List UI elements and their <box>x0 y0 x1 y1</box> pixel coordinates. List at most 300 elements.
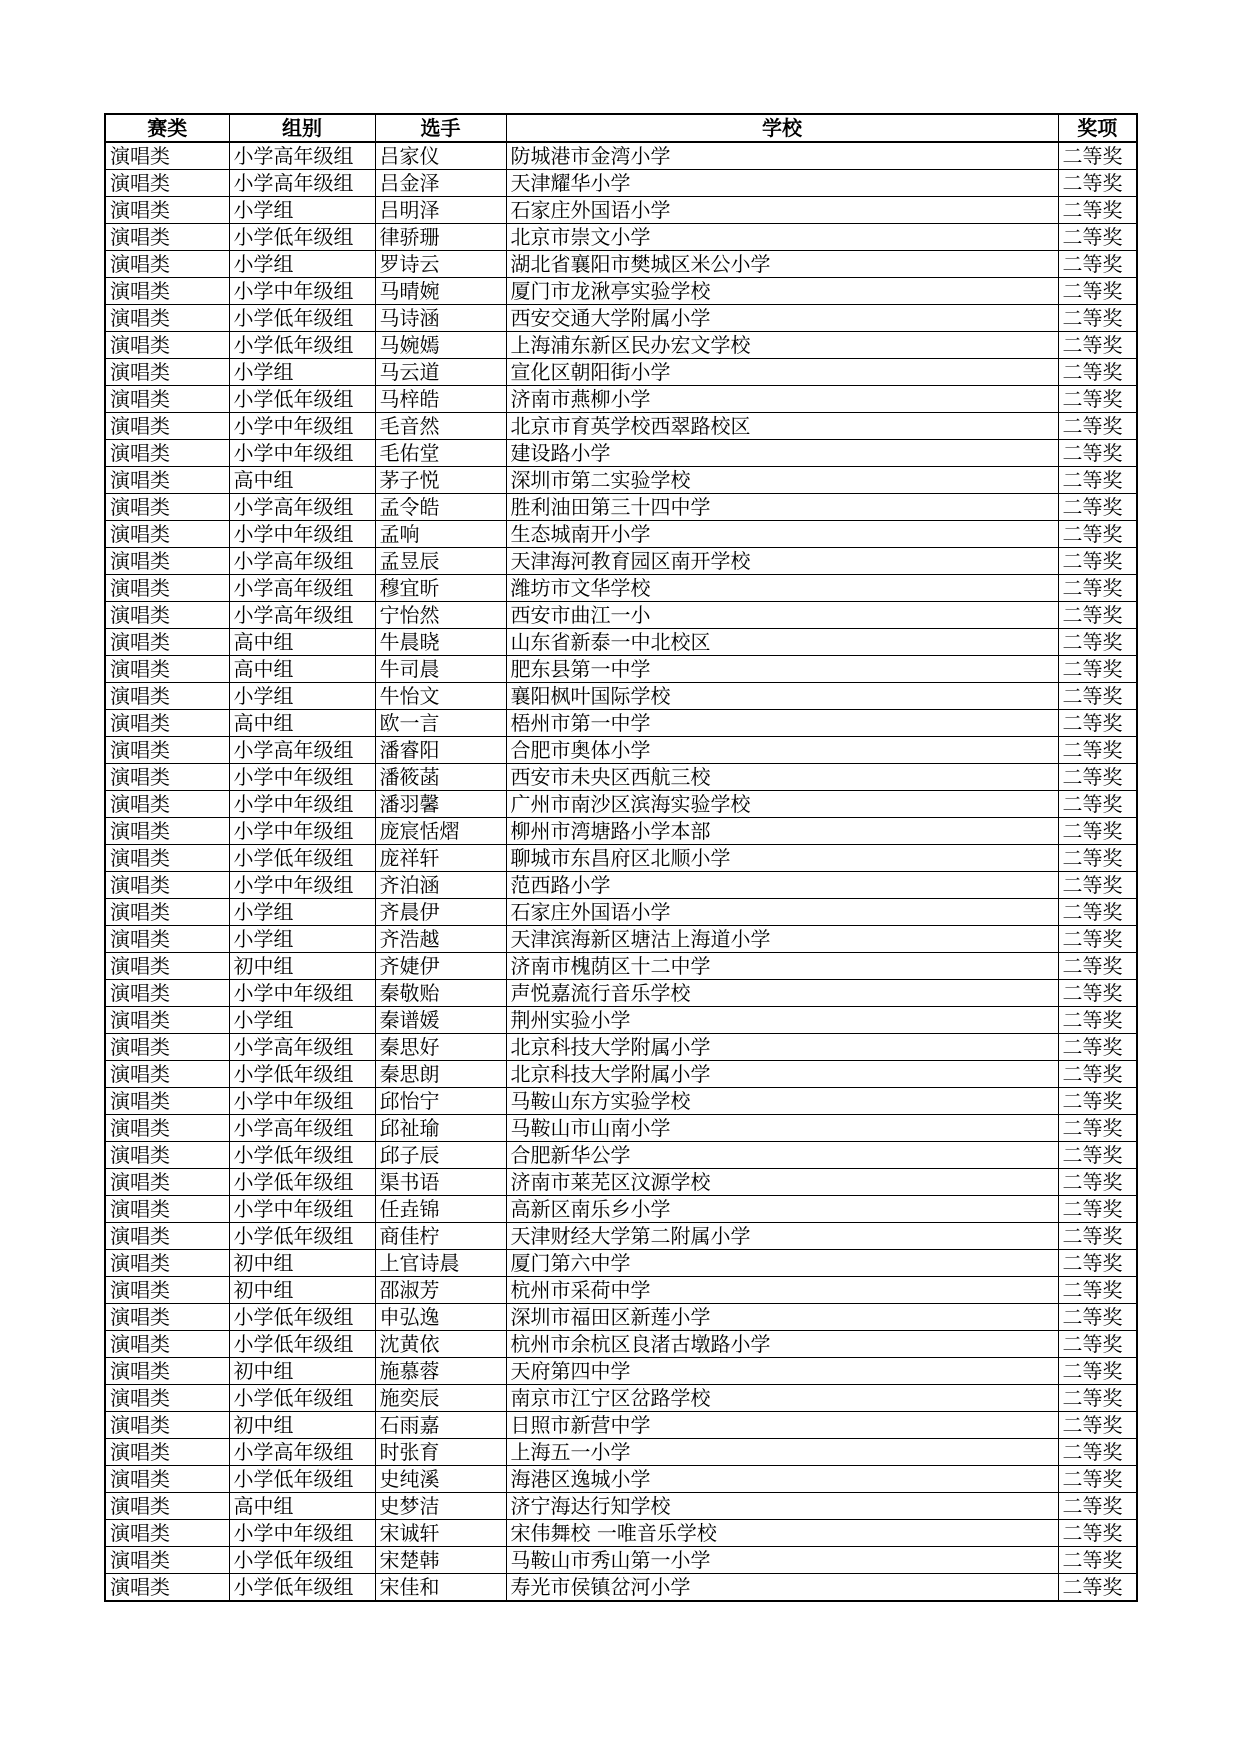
cell-category: 演唱类 <box>105 467 229 494</box>
cell-category: 演唱类 <box>105 1385 229 1412</box>
cell-group: 初中组 <box>229 1412 375 1439</box>
cell-school: 潍坊市文华学校 <box>506 575 1058 602</box>
cell-award: 二等奖 <box>1058 332 1137 359</box>
cell-contestant: 邱怡宁 <box>375 1088 506 1115</box>
cell-category: 演唱类 <box>105 1439 229 1466</box>
table-row <box>105 521 1137 548</box>
cell-award: 二等奖 <box>1058 1169 1137 1196</box>
cell-school: 济南市燕柳小学 <box>506 386 1058 413</box>
cell-category: 演唱类 <box>105 737 229 764</box>
cell-award: 二等奖 <box>1058 1466 1137 1493</box>
cell-school: 北京科技大学附属小学 <box>506 1061 1058 1088</box>
cell-contestant: 庞宸恬熠 <box>375 818 506 845</box>
table-row <box>105 1412 1137 1439</box>
cell-award: 二等奖 <box>1058 764 1137 791</box>
cell-award: 二等奖 <box>1058 1088 1137 1115</box>
cell-group: 小学高年级组 <box>229 1439 375 1466</box>
table-row <box>105 926 1137 953</box>
cell-category: 演唱类 <box>105 1412 229 1439</box>
cell-award: 二等奖 <box>1058 1196 1137 1223</box>
cell-category: 演唱类 <box>105 1493 229 1520</box>
table-row <box>105 359 1137 386</box>
cell-school: 寿光市侯镇岔河小学 <box>506 1574 1058 1602</box>
cell-group: 小学中年级组 <box>229 1088 375 1115</box>
cell-category: 演唱类 <box>105 872 229 899</box>
cell-group: 小学低年级组 <box>229 1061 375 1088</box>
cell-award: 二等奖 <box>1058 575 1137 602</box>
cell-school: 建设路小学 <box>506 440 1058 467</box>
cell-school: 马鞍山东方实验学校 <box>506 1088 1058 1115</box>
cell-school: 天津财经大学第二附属小学 <box>506 1223 1058 1250</box>
table-row <box>105 575 1137 602</box>
cell-category: 演唱类 <box>105 1007 229 1034</box>
cell-contestant: 潘睿阳 <box>375 737 506 764</box>
cell-group: 小学低年级组 <box>229 1547 375 1574</box>
cell-category: 演唱类 <box>105 1034 229 1061</box>
cell-award: 二等奖 <box>1058 1061 1137 1088</box>
cell-category: 演唱类 <box>105 1358 229 1385</box>
cell-group: 小学组 <box>229 899 375 926</box>
cell-group: 初中组 <box>229 953 375 980</box>
cell-contestant: 律骄珊 <box>375 224 506 251</box>
cell-contestant: 秦敬贻 <box>375 980 506 1007</box>
cell-school: 生态城南开小学 <box>506 521 1058 548</box>
cell-school: 天津耀华小学 <box>506 170 1058 197</box>
cell-school: 广州市南沙区滨海实验学校 <box>506 791 1058 818</box>
cell-award: 二等奖 <box>1058 170 1137 197</box>
cell-contestant: 邱祉瑜 <box>375 1115 506 1142</box>
cell-group: 小学低年级组 <box>229 1304 375 1331</box>
cell-group: 小学组 <box>229 683 375 710</box>
cell-contestant: 潘筱菡 <box>375 764 506 791</box>
cell-contestant: 孟昱辰 <box>375 548 506 575</box>
header-category: 赛类 <box>105 114 229 142</box>
cell-category: 演唱类 <box>105 386 229 413</box>
table-row <box>105 1277 1137 1304</box>
cell-group: 初中组 <box>229 1358 375 1385</box>
cell-contestant: 施慕蓉 <box>375 1358 506 1385</box>
cell-category: 演唱类 <box>105 656 229 683</box>
table-row <box>105 548 1137 575</box>
cell-contestant: 齐婕伊 <box>375 953 506 980</box>
table-row <box>105 1169 1137 1196</box>
cell-group: 小学高年级组 <box>229 170 375 197</box>
cell-contestant: 申弘逸 <box>375 1304 506 1331</box>
cell-group: 小学高年级组 <box>229 494 375 521</box>
table-row <box>105 818 1137 845</box>
cell-school: 高新区南乐乡小学 <box>506 1196 1058 1223</box>
cell-contestant: 时张育 <box>375 1439 506 1466</box>
cell-category: 演唱类 <box>105 548 229 575</box>
cell-contestant: 宁怡然 <box>375 602 506 629</box>
cell-award: 二等奖 <box>1058 1277 1137 1304</box>
cell-school: 厦门市龙湫亭实验学校 <box>506 278 1058 305</box>
cell-category: 演唱类 <box>105 1574 229 1602</box>
cell-contestant: 牛怡文 <box>375 683 506 710</box>
cell-contestant: 马梓皓 <box>375 386 506 413</box>
cell-contestant: 茅子悦 <box>375 467 506 494</box>
cell-contestant: 牛司晨 <box>375 656 506 683</box>
cell-award: 二等奖 <box>1058 602 1137 629</box>
cell-school: 上海浦东新区民办宏文学校 <box>506 332 1058 359</box>
cell-category: 演唱类 <box>105 926 229 953</box>
cell-group: 小学低年级组 <box>229 386 375 413</box>
cell-school: 西安市曲江一小 <box>506 602 1058 629</box>
cell-group: 小学低年级组 <box>229 1223 375 1250</box>
table-row <box>105 1250 1137 1277</box>
cell-award: 二等奖 <box>1058 629 1137 656</box>
table-row <box>105 764 1137 791</box>
cell-award: 二等奖 <box>1058 1223 1137 1250</box>
cell-category: 演唱类 <box>105 1169 229 1196</box>
cell-contestant: 齐泊涵 <box>375 872 506 899</box>
cell-award: 二等奖 <box>1058 1250 1137 1277</box>
cell-category: 演唱类 <box>105 818 229 845</box>
cell-category: 演唱类 <box>105 197 229 224</box>
cell-contestant: 吕家仪 <box>375 142 506 170</box>
table-row <box>105 1439 1137 1466</box>
cell-category: 演唱类 <box>105 764 229 791</box>
cell-school: 胜利油田第三十四中学 <box>506 494 1058 521</box>
table-row <box>105 710 1137 737</box>
cell-school: 日照市新营中学 <box>506 1412 1058 1439</box>
cell-group: 小学低年级组 <box>229 1142 375 1169</box>
cell-school: 北京市崇文小学 <box>506 224 1058 251</box>
cell-group: 小学高年级组 <box>229 575 375 602</box>
cell-group: 高中组 <box>229 1493 375 1520</box>
cell-category: 演唱类 <box>105 142 229 170</box>
table-row <box>105 1304 1137 1331</box>
table-row <box>105 1061 1137 1088</box>
cell-group: 小学高年级组 <box>229 1034 375 1061</box>
cell-school: 深圳市福田区新莲小学 <box>506 1304 1058 1331</box>
cell-group: 小学组 <box>229 1007 375 1034</box>
cell-category: 演唱类 <box>105 980 229 1007</box>
cell-school: 济南市莱芜区汶源学校 <box>506 1169 1058 1196</box>
cell-group: 小学低年级组 <box>229 1169 375 1196</box>
cell-category: 演唱类 <box>105 845 229 872</box>
cell-contestant: 宋佳和 <box>375 1574 506 1602</box>
table-row <box>105 791 1137 818</box>
table-row <box>105 656 1137 683</box>
cell-category: 演唱类 <box>105 575 229 602</box>
cell-group: 小学高年级组 <box>229 602 375 629</box>
cell-award: 二等奖 <box>1058 1304 1137 1331</box>
cell-award: 二等奖 <box>1058 548 1137 575</box>
table-row <box>105 1223 1137 1250</box>
cell-contestant: 牛晨晓 <box>375 629 506 656</box>
cell-category: 演唱类 <box>105 278 229 305</box>
cell-contestant: 上官诗晨 <box>375 1250 506 1277</box>
cell-group: 小学组 <box>229 926 375 953</box>
table-row <box>105 494 1137 521</box>
cell-group: 小学中年级组 <box>229 791 375 818</box>
cell-school: 北京市育英学校西翠路校区 <box>506 413 1058 440</box>
cell-group: 小学低年级组 <box>229 1331 375 1358</box>
cell-contestant: 沈黄依 <box>375 1331 506 1358</box>
cell-award: 二等奖 <box>1058 197 1137 224</box>
cell-contestant: 穆宜昕 <box>375 575 506 602</box>
cell-category: 演唱类 <box>105 170 229 197</box>
cell-school: 声悦嘉流行音乐学校 <box>506 980 1058 1007</box>
cell-award: 二等奖 <box>1058 251 1137 278</box>
cell-group: 小学中年级组 <box>229 440 375 467</box>
cell-contestant: 齐晨伊 <box>375 899 506 926</box>
cell-category: 演唱类 <box>105 1250 229 1277</box>
cell-school: 上海五一小学 <box>506 1439 1058 1466</box>
table-row <box>105 845 1137 872</box>
cell-category: 演唱类 <box>105 224 229 251</box>
cell-school: 宋伟舞校 一唯音乐学校 <box>506 1520 1058 1547</box>
cell-category: 演唱类 <box>105 791 229 818</box>
table-row <box>105 1115 1137 1142</box>
cell-category: 演唱类 <box>105 359 229 386</box>
cell-contestant: 庞祥轩 <box>375 845 506 872</box>
cell-award: 二等奖 <box>1058 845 1137 872</box>
cell-contestant: 秦思朗 <box>375 1061 506 1088</box>
cell-school: 防城港市金湾小学 <box>506 142 1058 170</box>
cell-school: 天津滨海新区塘沽上海道小学 <box>506 926 1058 953</box>
cell-school: 石家庄外国语小学 <box>506 899 1058 926</box>
cell-school: 马鞍山市山南小学 <box>506 1115 1058 1142</box>
header-contestant: 选手 <box>375 114 506 142</box>
cell-award: 二等奖 <box>1058 1034 1137 1061</box>
cell-award: 二等奖 <box>1058 467 1137 494</box>
table-row <box>105 224 1137 251</box>
cell-school: 天津海河教育园区南开学校 <box>506 548 1058 575</box>
table-row <box>105 197 1137 224</box>
table-row <box>105 440 1137 467</box>
table-row <box>105 1466 1137 1493</box>
table-row <box>105 251 1137 278</box>
table-row <box>105 1331 1137 1358</box>
cell-category: 演唱类 <box>105 1088 229 1115</box>
cell-school: 肥东县第一中学 <box>506 656 1058 683</box>
cell-group: 小学低年级组 <box>229 305 375 332</box>
cell-award: 二等奖 <box>1058 656 1137 683</box>
table-row <box>105 1088 1137 1115</box>
cell-group: 小学中年级组 <box>229 1196 375 1223</box>
cell-award: 二等奖 <box>1058 142 1137 170</box>
cell-contestant: 宋诚轩 <box>375 1520 506 1547</box>
cell-category: 演唱类 <box>105 710 229 737</box>
cell-award: 二等奖 <box>1058 1493 1137 1520</box>
cell-award: 二等奖 <box>1058 1142 1137 1169</box>
cell-award: 二等奖 <box>1058 926 1137 953</box>
cell-category: 演唱类 <box>105 251 229 278</box>
cell-award: 二等奖 <box>1058 1358 1137 1385</box>
cell-group: 小学中年级组 <box>229 521 375 548</box>
cell-category: 演唱类 <box>105 1196 229 1223</box>
cell-contestant: 齐浩越 <box>375 926 506 953</box>
cell-category: 演唱类 <box>105 1061 229 1088</box>
cell-school: 襄阳枫叶国际学校 <box>506 683 1058 710</box>
cell-group: 小学高年级组 <box>229 737 375 764</box>
cell-award: 二等奖 <box>1058 872 1137 899</box>
cell-group: 小学中年级组 <box>229 413 375 440</box>
cell-award: 二等奖 <box>1058 413 1137 440</box>
cell-group: 小学组 <box>229 197 375 224</box>
cell-group: 小学低年级组 <box>229 1466 375 1493</box>
table-row <box>105 737 1137 764</box>
cell-group: 小学中年级组 <box>229 764 375 791</box>
cell-group: 小学中年级组 <box>229 980 375 1007</box>
cell-group: 小学高年级组 <box>229 142 375 170</box>
cell-award: 二等奖 <box>1058 494 1137 521</box>
cell-school: 杭州市采荷中学 <box>506 1277 1058 1304</box>
cell-award: 二等奖 <box>1058 386 1137 413</box>
cell-contestant: 吕明泽 <box>375 197 506 224</box>
cell-contestant: 史纯溪 <box>375 1466 506 1493</box>
cell-school: 厦门第六中学 <box>506 1250 1058 1277</box>
cell-award: 二等奖 <box>1058 1439 1137 1466</box>
cell-category: 演唱类 <box>105 305 229 332</box>
cell-group: 高中组 <box>229 467 375 494</box>
cell-category: 演唱类 <box>105 629 229 656</box>
cell-school: 济宁海达行知学校 <box>506 1493 1058 1520</box>
table-row <box>105 386 1137 413</box>
cell-category: 演唱类 <box>105 1304 229 1331</box>
cell-contestant: 史梦洁 <box>375 1493 506 1520</box>
cell-school: 南京市江宁区岔路学校 <box>506 1385 1058 1412</box>
cell-contestant: 毛佑堂 <box>375 440 506 467</box>
cell-school: 合肥市奥体小学 <box>506 737 1058 764</box>
cell-school: 梧州市第一中学 <box>506 710 1058 737</box>
cell-contestant: 孟响 <box>375 521 506 548</box>
cell-school: 济南市槐荫区十二中学 <box>506 953 1058 980</box>
cell-contestant: 孟令皓 <box>375 494 506 521</box>
cell-contestant: 欧一言 <box>375 710 506 737</box>
cell-group: 小学低年级组 <box>229 845 375 872</box>
cell-category: 演唱类 <box>105 413 229 440</box>
cell-school: 天府第四中学 <box>506 1358 1058 1385</box>
table-row <box>105 413 1137 440</box>
cell-school: 西安交通大学附属小学 <box>506 305 1058 332</box>
cell-category: 演唱类 <box>105 1142 229 1169</box>
cell-category: 演唱类 <box>105 1115 229 1142</box>
cell-award: 二等奖 <box>1058 305 1137 332</box>
cell-award: 二等奖 <box>1058 1547 1137 1574</box>
cell-contestant: 邵淑芳 <box>375 1277 506 1304</box>
cell-school: 北京科技大学附属小学 <box>506 1034 1058 1061</box>
cell-award: 二等奖 <box>1058 791 1137 818</box>
cell-category: 演唱类 <box>105 1520 229 1547</box>
cell-group: 小学中年级组 <box>229 1520 375 1547</box>
cell-group: 高中组 <box>229 656 375 683</box>
table-row <box>105 1574 1137 1602</box>
cell-contestant: 渠书语 <box>375 1169 506 1196</box>
cell-contestant: 邱子辰 <box>375 1142 506 1169</box>
cell-contestant: 马云道 <box>375 359 506 386</box>
cell-school: 荆州实验小学 <box>506 1007 1058 1034</box>
cell-school: 深圳市第二实验学校 <box>506 467 1058 494</box>
table-row <box>105 1520 1137 1547</box>
table-row <box>105 332 1137 359</box>
cell-award: 二等奖 <box>1058 1007 1137 1034</box>
cell-contestant: 施奕辰 <box>375 1385 506 1412</box>
table-row <box>105 899 1137 926</box>
table-row <box>105 1493 1137 1520</box>
cell-contestant: 马婉嫣 <box>375 332 506 359</box>
cell-group: 初中组 <box>229 1250 375 1277</box>
cell-category: 演唱类 <box>105 1277 229 1304</box>
cell-group: 小学高年级组 <box>229 548 375 575</box>
table-row <box>105 602 1137 629</box>
table-row <box>105 629 1137 656</box>
cell-school: 西安市未央区西航三校 <box>506 764 1058 791</box>
header-award: 奖项 <box>1058 114 1137 142</box>
cell-group: 小学高年级组 <box>229 1115 375 1142</box>
cell-contestant: 秦思好 <box>375 1034 506 1061</box>
cell-contestant: 秦谱媛 <box>375 1007 506 1034</box>
cell-contestant: 罗诗云 <box>375 251 506 278</box>
cell-award: 二等奖 <box>1058 1574 1137 1602</box>
table-row <box>105 980 1137 1007</box>
cell-contestant: 毛音然 <box>375 413 506 440</box>
cell-category: 演唱类 <box>105 683 229 710</box>
cell-award: 二等奖 <box>1058 440 1137 467</box>
cell-award: 二等奖 <box>1058 710 1137 737</box>
cell-award: 二等奖 <box>1058 1412 1137 1439</box>
table-row <box>105 1142 1137 1169</box>
header-group: 组别 <box>229 114 375 142</box>
cell-award: 二等奖 <box>1058 737 1137 764</box>
table-header-row <box>105 114 1137 142</box>
table-row <box>105 953 1137 980</box>
cell-award: 二等奖 <box>1058 224 1137 251</box>
cell-school: 湖北省襄阳市樊城区米公小学 <box>506 251 1058 278</box>
table-row <box>105 1007 1137 1034</box>
cell-category: 演唱类 <box>105 953 229 980</box>
table-row <box>105 278 1137 305</box>
table-row <box>105 305 1137 332</box>
table-row <box>105 467 1137 494</box>
cell-school: 合肥新华公学 <box>506 1142 1058 1169</box>
cell-contestant: 宋楚韩 <box>375 1547 506 1574</box>
cell-school: 杭州市余杭区良渚古墩路小学 <box>506 1331 1058 1358</box>
cell-group: 小学低年级组 <box>229 1574 375 1602</box>
cell-category: 演唱类 <box>105 1466 229 1493</box>
cell-award: 二等奖 <box>1058 818 1137 845</box>
table-row <box>105 683 1137 710</box>
cell-award: 二等奖 <box>1058 359 1137 386</box>
cell-award: 二等奖 <box>1058 899 1137 926</box>
cell-category: 演唱类 <box>105 899 229 926</box>
header-school: 学校 <box>506 114 1058 142</box>
cell-category: 演唱类 <box>105 521 229 548</box>
award-table <box>104 113 1138 1602</box>
cell-award: 二等奖 <box>1058 953 1137 980</box>
cell-category: 演唱类 <box>105 602 229 629</box>
cell-school: 宣化区朝阳街小学 <box>506 359 1058 386</box>
cell-group: 小学中年级组 <box>229 872 375 899</box>
cell-category: 演唱类 <box>105 1547 229 1574</box>
cell-school: 山东省新泰一中北校区 <box>506 629 1058 656</box>
cell-contestant: 潘羽馨 <box>375 791 506 818</box>
table-row <box>105 872 1137 899</box>
table-row <box>105 142 1137 170</box>
table-row <box>105 1358 1137 1385</box>
table-row <box>105 1034 1137 1061</box>
cell-award: 二等奖 <box>1058 1331 1137 1358</box>
table-row <box>105 1547 1137 1574</box>
cell-school: 石家庄外国语小学 <box>506 197 1058 224</box>
cell-group: 小学低年级组 <box>229 332 375 359</box>
cell-award: 二等奖 <box>1058 1520 1137 1547</box>
cell-group: 小学中年级组 <box>229 818 375 845</box>
cell-category: 演唱类 <box>105 494 229 521</box>
cell-category: 演唱类 <box>105 332 229 359</box>
